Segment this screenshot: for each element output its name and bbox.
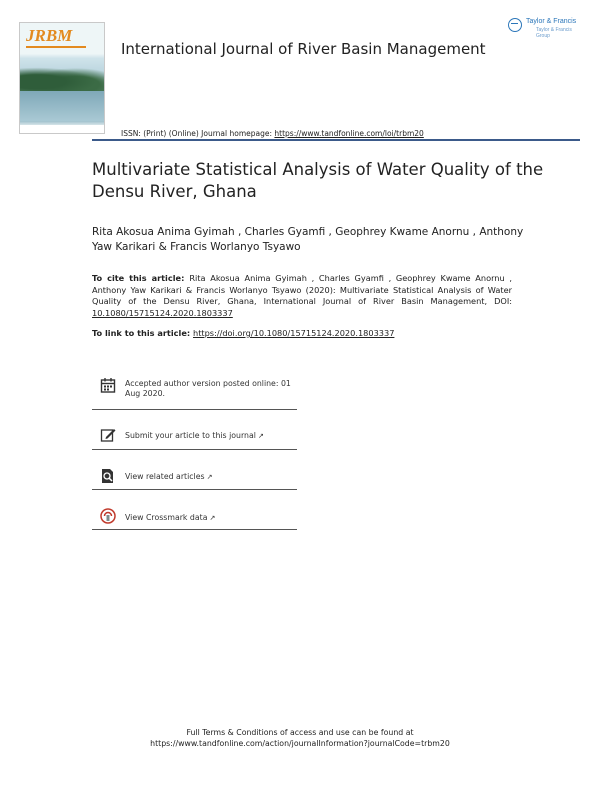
crossmark-row[interactable]: [92, 490, 297, 530]
crossmark-link[interactable]: View Crossmark data: [125, 513, 208, 522]
article-actions: [92, 370, 297, 530]
cover-bottom-band: [20, 125, 105, 133]
external-link-icon: ↗: [206, 473, 213, 481]
footer-terms-text: Full Terms & Conditions of access and use can be found at: [186, 728, 414, 737]
footer-terms-link[interactable]: https://www.tandfonline.com/action/journalInformation?journalCode=trbm20: [150, 739, 450, 748]
submit-article-row[interactable]: [92, 410, 297, 450]
article-doi-url[interactable]: https://doi.org/10.1080/15715124.2020.1803337: [193, 328, 395, 338]
journal-cover-image: [19, 22, 105, 134]
article-title: Multivariate Statistical Analysis of Water Quality of the Densu River, Ghana: [92, 160, 544, 201]
article-link-label: To link to this article:: [92, 328, 193, 338]
issn-text: ISSN: (Print) (Online) Journal homepage:: [121, 129, 275, 138]
journal-homepage-link[interactable]: https://www.tandfonline.com/loi/trbm20: [274, 129, 424, 138]
citation-text: Rita Akosua Anima Gyimah , Charles Gyamfi , Geophrey Kwame Anornu , Anthony Yaw Karikari & Francis Worlanyo Tsyawo (2020): Multivariate Statistical Analysis of Water Quality of the Densu River, Ghana, International Journal of River Basin Management, DOI:: [92, 273, 512, 306]
edit-icon: [100, 427, 116, 443]
publisher-logo[interactable]: [508, 16, 580, 38]
cover-trees: [20, 65, 105, 93]
cover-water: [20, 91, 105, 121]
citation-label: To cite this article:: [92, 273, 190, 283]
search-document-icon: [100, 468, 116, 484]
citation-block: [92, 273, 512, 319]
submit-article-link[interactable]: Submit your article to this journal: [125, 431, 256, 440]
publisher-logo-icon: [508, 18, 522, 32]
header-divider: [92, 139, 580, 141]
article-authors: Rita Akosua Anima Gyimah , Charles Gyamfi , Geophrey Kwame Anornu , Anthony Yaw Karikari & Francis Worlanyo Tsyawo: [92, 226, 524, 253]
journal-title: International Journal of River Basin Management: [121, 40, 486, 58]
publisher-name: Taylor & Francis: [526, 18, 577, 25]
external-link-icon: ↗: [257, 432, 264, 440]
crossmark-icon: [100, 508, 116, 524]
accepted-version-label: Accepted author version posted online: 01 Aug 2020.: [125, 379, 291, 398]
related-articles-row[interactable]: [92, 450, 297, 490]
external-link-icon: ↗: [209, 514, 216, 522]
issn-line: [121, 129, 424, 138]
article-link-line: [92, 328, 394, 338]
calendar-icon: [100, 377, 116, 393]
accepted-version-row: [92, 370, 297, 410]
cover-logo: JRBM: [26, 26, 73, 45]
cover-logo-underline: [26, 46, 86, 48]
footer: [0, 727, 600, 749]
citation-doi-link[interactable]: 10.1080/15715124.2020.1803337: [92, 307, 233, 318]
related-articles-link[interactable]: View related articles: [125, 472, 205, 481]
publisher-group: Taylor & Francis Group: [536, 27, 572, 39]
